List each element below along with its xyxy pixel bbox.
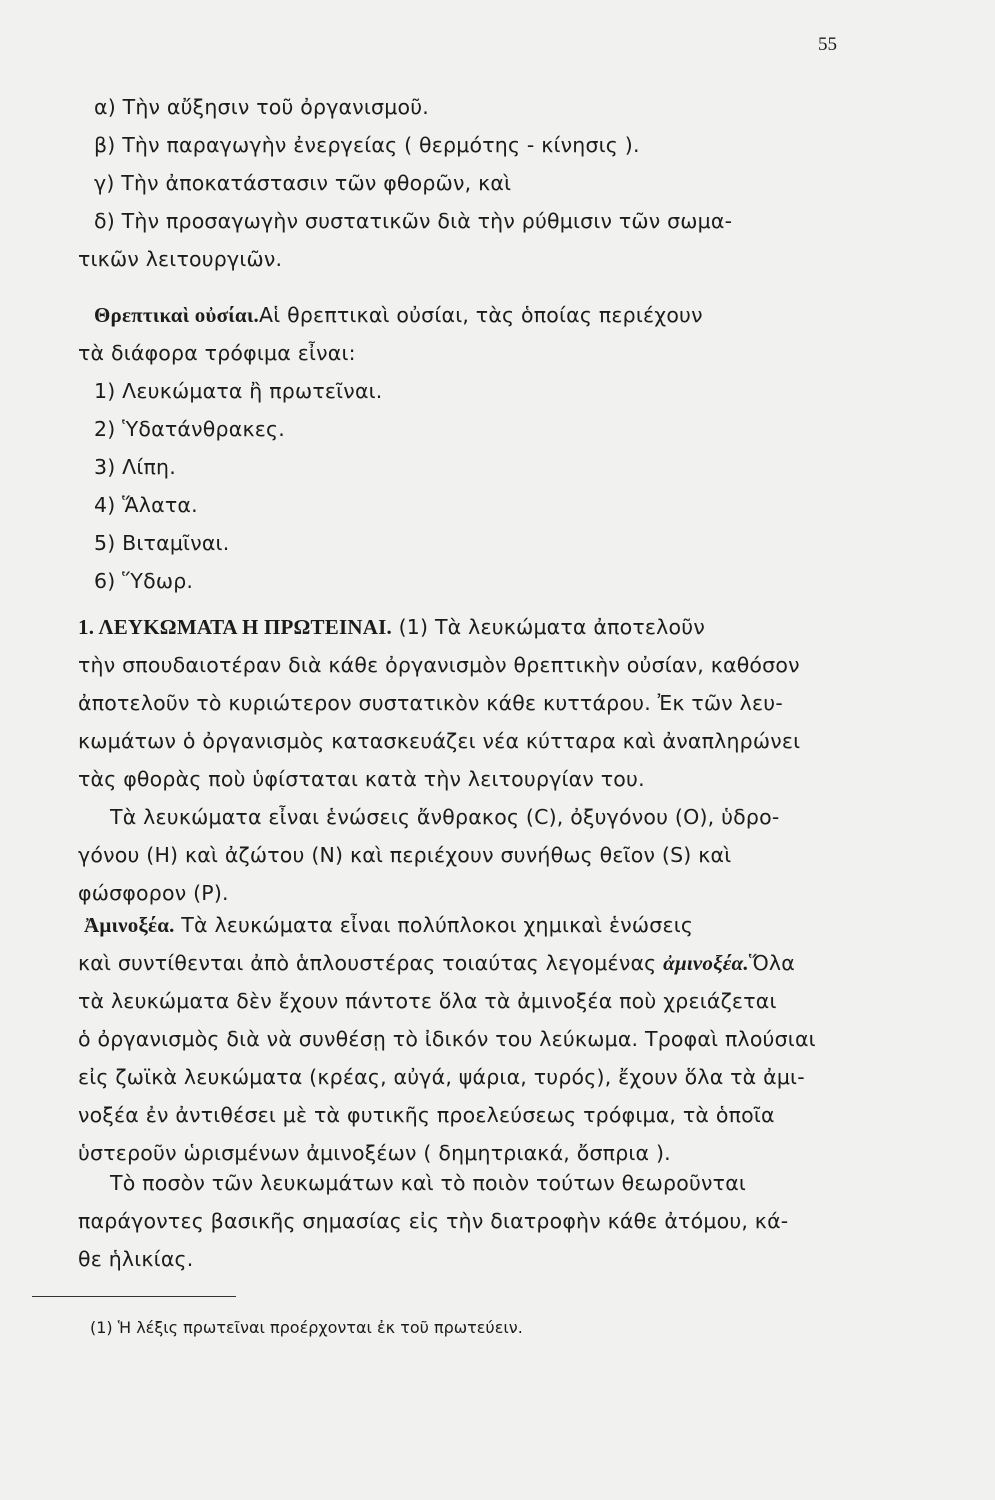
aminoacids-line: τὰ λευκώματα δὲν ἔχουν πάντοτε ὅλα τὰ ἀμινοξέα ποὺ χρειάζεται (78, 989, 777, 1013)
aminoacids-line: ὑστεροῦν ὡρισμένων ἀμινοξέων ( δημητριακά, ὄσπρια ). (78, 1141, 671, 1165)
aminoacids-line-end: Ὅλα (748, 951, 795, 975)
footnote: (1) Ἡ λέξις πρωτεῖναι προέρχονται ἐκ τοῦ πρωτεύειν. (90, 1318, 523, 1337)
section-1-paragraph-1 (78, 608, 856, 798)
section-1-line: τὴν σπουδαιοτέραν διὰ κάθε ὀργανισμὸν θρεπτικὴν οὐσίαν, καθόσον (78, 653, 800, 677)
final-line: Τὸ ποσὸν τῶν λευκωμάτων καὶ τὸ ποιὸν τούτων θεωροῦνται (110, 1171, 747, 1195)
section-1-line: κωμάτων ὁ ὀργανισμὸς κατασκευάζει νέα κύτταρα καὶ ἀναπληρώνει (78, 729, 801, 753)
final-line: θε ἡλικίας. (78, 1247, 194, 1271)
section-1-line: τὰς φθορὰς ποὺ ὑφίσταται κατὰ τὴν λειτουργίαν του. (78, 767, 645, 791)
aminoacids-paragraph (78, 906, 856, 1172)
section-1-line: (1) Τὰ λευκώματα ἀποτελοῦν (398, 615, 705, 639)
section-1-heading: 1. ΛΕΥΚΩΜΑΤΑ Η ΠΡΩΤΕΙΝΑΙ. (78, 615, 392, 639)
nutrients-intro-line-1: Αἱ θρεπτικαὶ οὐσίαι, τὰς ὁποίας περιέχουν (259, 303, 703, 327)
nutrients-list (78, 372, 856, 600)
final-paragraph (78, 1164, 856, 1278)
section-1-p2-line: Τὰ λευκώματα εἶναι ἑνώσεις ἄνθρακος (C), ὀξυγόνου (O), ὑδρο- (110, 805, 780, 829)
page-number: 55 (818, 34, 837, 55)
aminoacids-term: ἀμινοξέα. (663, 951, 749, 975)
aminoacids-line: ὁ ὀργανισμὸς διὰ νὰ συνθέσῃ τὸ ἰδικόν του λεύκωμα. Τροφαὶ πλούσιαι (78, 1027, 816, 1051)
function-item: γ) Τὴν ἀποκατάστασιν τῶν φθορῶν, καὶ (94, 171, 512, 195)
section-1-paragraph-2 (78, 798, 856, 912)
nutrient-item: 6) Ὕδωρ. (94, 569, 194, 593)
aminoacids-line: νοξέα ἐν ἀντιθέσει μὲ τὰ φυτικῆς προελεύσεως τρόφιμα, τὰ ὁποῖα (78, 1103, 775, 1127)
nutrient-item: 1) Λευκώματα ἢ πρωτεῖναι. (94, 379, 383, 403)
functions-list (78, 88, 856, 278)
function-item: β) Τὴν παραγωγὴν ἐνεργείας ( θερμότης - κίνησις ). (94, 133, 640, 157)
function-item: δ) Τὴν προσαγωγὴν συστατικῶν διὰ τὴν ρύθμισιν τῶν σωμα- (94, 209, 733, 233)
aminoacids-heading: Ἀμινοξέα. (84, 913, 175, 937)
nutrient-item: 4) Ἅλατα. (94, 493, 198, 517)
section-1-p2-line: γόνου (H) καὶ ἀζώτου (N) καὶ περιέχουν συνήθως θεῖον (S) καὶ (78, 843, 732, 867)
section-1-p2-line: φώσφορον (P). (78, 881, 229, 905)
final-line: παράγοντες βασικῆς σημασίας εἰς τὴν διατροφὴν κάθε ἀτόμου, κά- (78, 1209, 789, 1233)
nutrient-item: 5) Βιταμῖναι. (94, 531, 230, 555)
nutrient-item: 2) Ὑδατάνθρακες. (94, 417, 285, 441)
section-1-line: ἀποτελοῦν τὸ κυριώτερον συστατικὸν κάθε κυττάρου. Ἐκ τῶν λευ- (78, 691, 783, 715)
function-item-continuation: τικῶν λειτουργιῶν. (78, 247, 283, 271)
nutrients-intro-line-2: τὰ διάφορα τρόφιμα εἶναι: (78, 341, 356, 365)
nutrient-item: 3) Λίπη. (94, 455, 176, 479)
footnote-divider (32, 1296, 236, 1297)
nutrients-intro (78, 296, 856, 372)
nutrients-heading: Θρεπτικαὶ οὐσίαι. (94, 303, 259, 327)
aminoacids-line: εἰς ζωϊκὰ λευκώματα (κρέας, αὐγά, ψάρια, τυρός), ἔχουν ὅλα τὰ ἀμι- (78, 1065, 805, 1089)
aminoacids-line: Τὰ λευκώματα εἶναι πολύπλοκοι χημικαὶ ἑνώσεις (181, 913, 694, 937)
function-item: α) Τὴν αὔξησιν τοῦ ὀργανισμοῦ. (94, 95, 430, 119)
aminoacids-line: καὶ συντίθενται ἀπὸ ἁπλουστέρας τοιαύτας λεγομένας (78, 951, 657, 975)
